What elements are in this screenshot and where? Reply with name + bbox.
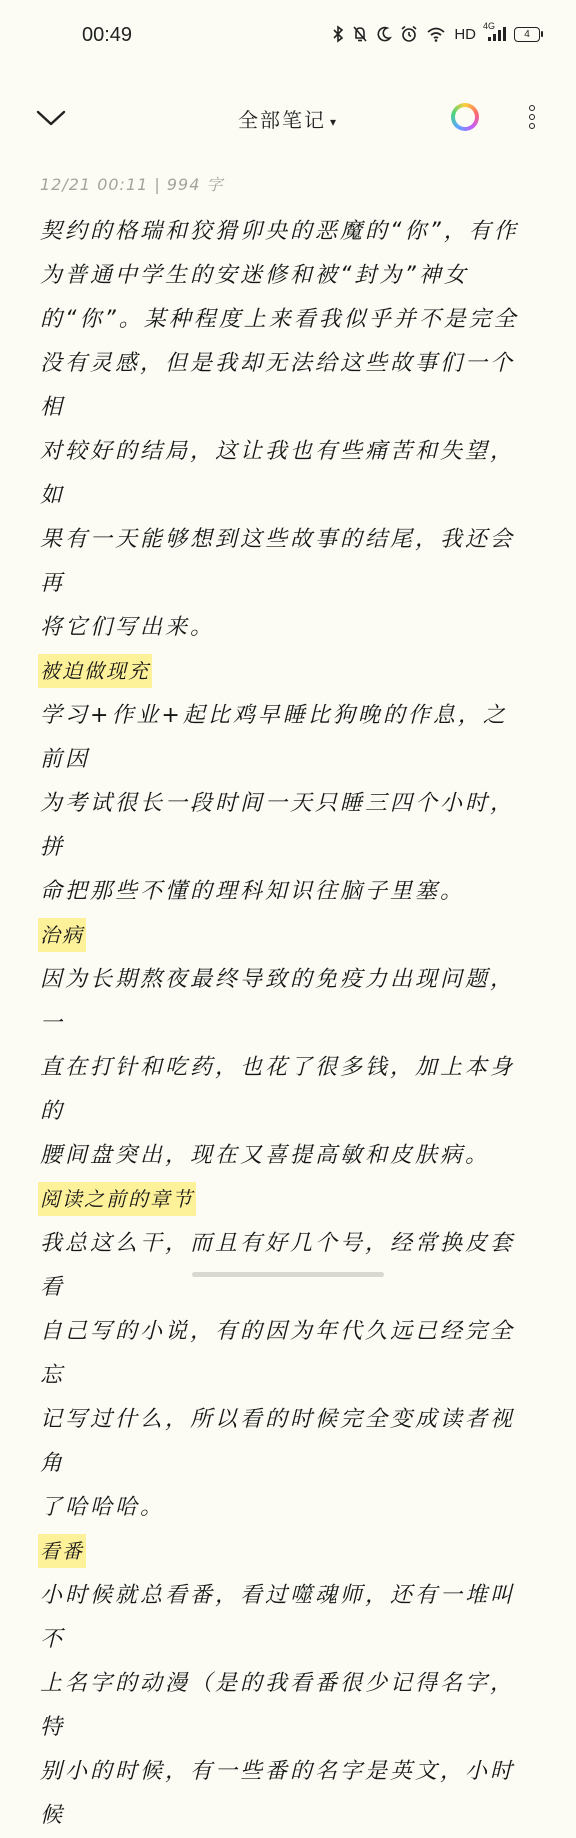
text-line: 直在打针和吃药，也花了很多钱，加上本身的 — [40, 1055, 516, 1124]
wifi-icon — [426, 26, 446, 42]
status-time: 00:49 — [82, 24, 133, 46]
section-heading: 看番 — [38, 1534, 86, 1568]
text-line: 上名字的动漫（是的我看番很少记得名字，特 — [40, 1671, 516, 1740]
status-bar — [0, 0, 576, 72]
text-line: 了哈哈哈。 — [40, 1495, 166, 1520]
text-line: 命把那些不懂的理科知识往脑子里塞。 — [40, 879, 466, 904]
text-line: 自己写的小说，有的因为年代久远已经完全忘 — [40, 1319, 516, 1388]
section-heading: 阅读之前的章节 — [38, 1182, 196, 1216]
note-toolbar — [0, 92, 576, 142]
paragraph-section1 — [40, 694, 532, 914]
text-line: 别小的时候，有一些番的名字是英文，小时候 — [40, 1759, 516, 1828]
text-line: 因为长期熬夜最终导致的免疫力出现问题，一 — [40, 967, 516, 1036]
text-line: 果有一天能够想到这些故事的结尾，我还会再 — [40, 527, 516, 596]
mute-icon — [352, 25, 368, 43]
section-heading: 治病 — [38, 918, 86, 952]
dropdown-arrow-icon: ▾ — [329, 114, 339, 129]
text-line: 记写过什么，所以看的时候完全变成读者视角 — [40, 1407, 516, 1476]
theme-color-button[interactable] — [451, 103, 479, 131]
dot-icon — [529, 123, 535, 129]
text-line: 没有灵感，但是我却无法给这些故事们一个相 — [40, 351, 516, 420]
paragraph-section3 — [40, 1222, 532, 1530]
text-line: 契约的格瑞和狡猾卯央的恶魔的“你”，有作 — [40, 219, 519, 244]
dot-icon — [529, 114, 535, 120]
text-line: 为考试很长一段时间一天只睡三四个小时，拼 — [40, 791, 516, 860]
section-heading: 被迫做现充 — [38, 654, 152, 688]
bluetooth-icon — [332, 25, 344, 43]
paragraph-section4 — [40, 1574, 532, 1838]
text-line: 学习+作业+起比鸡早睡比狗晚的作息，之前因 — [40, 703, 508, 772]
home-indicator[interactable] — [192, 1272, 384, 1277]
note-meta: 12/21 00:11 | 994 字 — [40, 175, 224, 194]
text-line: 对较好的结局，这让我也有些痛苦和失望，如 — [40, 439, 516, 508]
signal-icon — [483, 21, 506, 42]
status-icons — [332, 21, 540, 43]
text-line: 小时候就总看番，看过噬魂师，还有一堆叫不 — [40, 1583, 516, 1652]
dot-icon — [529, 105, 535, 111]
text-line: 的“你”。某种程度上来看我似乎并不是完全 — [40, 307, 519, 332]
battery-level: 4 — [524, 28, 530, 40]
folder-selector[interactable] — [0, 104, 576, 133]
network-label: 4G — [483, 21, 496, 31]
page-title: 全部笔记 — [237, 108, 326, 132]
note-body[interactable] — [40, 210, 532, 1838]
paragraph-section2 — [40, 958, 532, 1178]
text-line: 腰间盘突出，现在又喜提高敏和皮肤病。 — [40, 1143, 491, 1168]
moon-icon — [376, 25, 392, 43]
text-line: 将它们写出来。 — [40, 615, 216, 640]
battery-icon — [514, 27, 540, 42]
alarm-icon — [400, 25, 418, 43]
more-options-button[interactable] — [521, 104, 543, 132]
text-line: 我总这么干，而且有好几个号，经常换皮套看 — [40, 1231, 516, 1300]
text-line: 为普通中学生的安迷修和被“封为”神女 — [40, 263, 469, 288]
paragraph-intro — [40, 210, 532, 650]
hd-label: HD — [454, 25, 476, 43]
